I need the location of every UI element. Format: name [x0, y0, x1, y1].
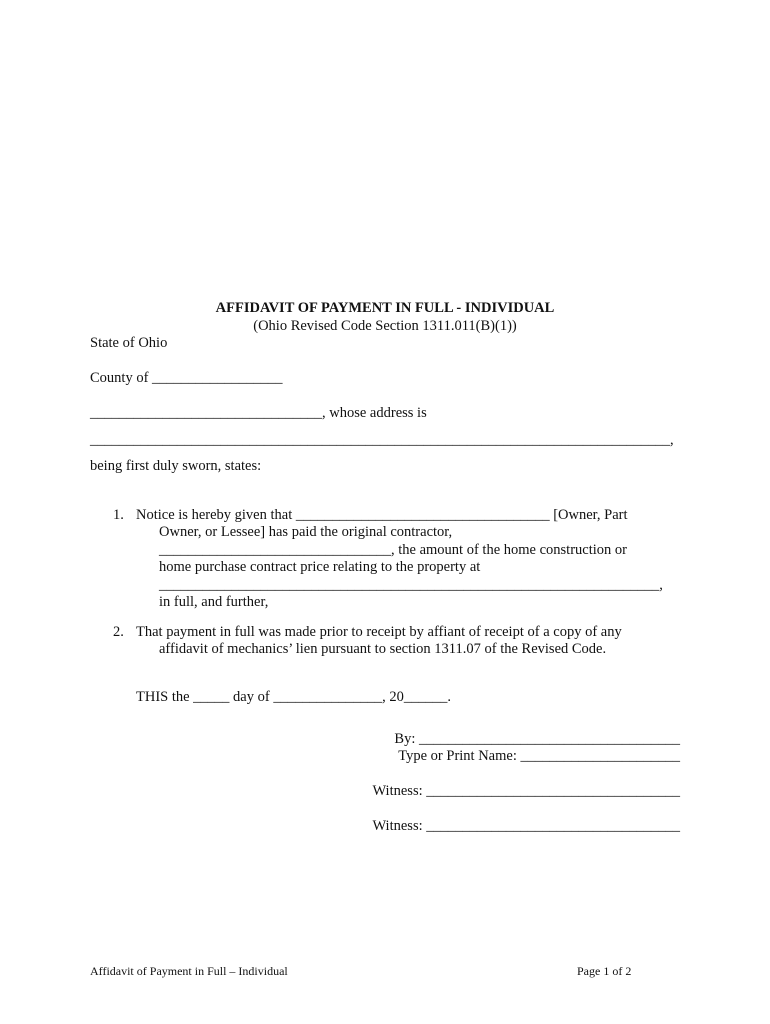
page-number: Page 1 of 2	[577, 964, 632, 978]
date-line: THIS the _____ day of _______________, 20______.	[136, 689, 451, 705]
item-2-number: 2.	[113, 624, 124, 640]
county-line: County of __________________	[90, 370, 283, 386]
witness-1-line: Witness: ___________________________________	[372, 783, 680, 799]
item-1-line-5: _____________________________________________________________________,	[159, 577, 663, 593]
item-2-line-1: That payment in full was made prior to receipt by affiant of receipt of a copy of any	[136, 624, 622, 640]
state-line: State of Ohio	[90, 335, 168, 351]
item-1-line-2: Owner, or Lessee] has paid the original contractor,	[159, 524, 453, 540]
footer-title: Affidavit of Payment in Full – Individual	[90, 964, 288, 978]
document-title: AFFIDAVIT OF PAYMENT IN FULL - INDIVIDUAL	[215, 300, 555, 316]
document-subtitle: (Ohio Revised Code Section 1311.011(B)(1))	[253, 318, 517, 334]
item-1-number: 1.	[113, 507, 124, 523]
affiant-name-line: ________________________________, whose address is	[90, 405, 427, 421]
sworn-line: being first duly sworn, states:	[90, 458, 262, 474]
item-1-line-3: ________________________________, the amount of the home construction or	[159, 542, 627, 558]
item-1-line-4: home purchase contract price relating to the property at	[159, 559, 481, 575]
by-signature-line: By: ____________________________________	[394, 731, 680, 747]
print-name-line: Type or Print Name: ______________________	[398, 748, 680, 764]
item-1-line-6: in full, and further,	[159, 594, 269, 610]
item-2-line-2: affidavit of mechanics’ lien pursuant to section 1311.07 of the Revised Code.	[159, 641, 607, 657]
address-line: ________________________________________________________________________________,	[90, 432, 674, 448]
item-1-line-1: Notice is hereby given that ___________________________________ [Owner, Part	[136, 507, 628, 523]
witness-2-line: Witness: ___________________________________	[372, 818, 680, 834]
